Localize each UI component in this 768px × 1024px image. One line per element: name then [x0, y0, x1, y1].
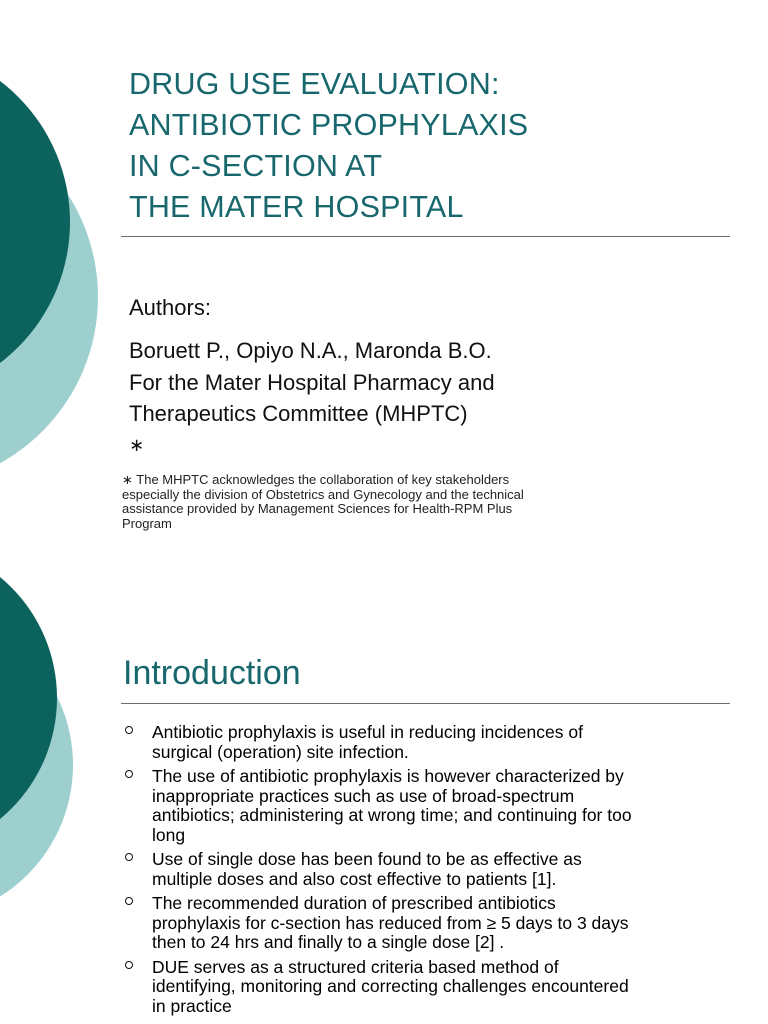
bullet-line: The use of antibiotic prophylaxis is however characterized by — [152, 766, 624, 786]
hollow-circle-bullet-icon — [125, 726, 133, 734]
hollow-circle-bullet-icon — [125, 770, 133, 778]
footnote-line: especially the division of Obstetrics and Gynecology and the technical — [122, 486, 524, 502]
acknowledgement-footnote — [122, 473, 682, 531]
author-line: Boruett P., Opiyo N.A., Maronda B.O. — [129, 338, 492, 363]
bullet-item — [122, 767, 722, 845]
bullet-item — [122, 723, 722, 762]
footnote-line: Program — [122, 515, 172, 531]
authors-list — [129, 335, 495, 461]
footnote-asterisk: ∗ — [129, 434, 145, 455]
authors-heading: Authors: — [129, 295, 211, 320]
bullet-line: antibiotics; administering at wrong time; and continuing for too — [152, 805, 632, 825]
bullet-line: Use of single dose has been found to be as effective as — [152, 849, 582, 869]
bullet-line: The recommended duration of prescribed antibiotics — [152, 893, 556, 913]
title-line: DRUG USE EVALUATION: — [129, 67, 500, 101]
bullet-line: in practice — [152, 995, 232, 1016]
decorative-circles — [0, 576, 120, 1024]
bullet-line: identifying, monitoring and correcting challenges encountered — [152, 976, 629, 996]
bullet-line: then to 24 hrs and finally to a single dose [2] . — [152, 932, 505, 952]
slide-title — [129, 64, 528, 228]
title-divider — [121, 236, 730, 237]
bullet-line: Antibiotic prophylaxis is useful in reducing incidences of — [152, 722, 583, 742]
bullet-item — [122, 850, 722, 889]
hollow-circle-bullet-icon — [125, 897, 133, 905]
footnote-line: ∗ The MHPTC acknowledges the collaboration of key stakeholders — [122, 472, 510, 487]
bullet-item — [122, 894, 722, 953]
author-line — [129, 398, 495, 461]
committee-name: Therapeutics Committee (MHPTC) — [129, 401, 468, 426]
hollow-circle-bullet-icon — [125, 961, 133, 969]
bullet-line: multiple doses and also cost effective to patients [1]. — [152, 868, 557, 889]
introduction-divider — [121, 703, 730, 704]
introduction-bullets — [122, 723, 722, 1021]
introduction-slide — [0, 576, 768, 1024]
bullet-line: inappropriate practices such as use of broad-spectrum — [152, 785, 575, 806]
bullet-line: surgical (operation) site infection. — [152, 741, 409, 762]
hollow-circle-bullet-icon — [125, 853, 133, 861]
introduction-heading: Introduction — [123, 654, 301, 692]
bullet-item — [122, 958, 722, 1017]
bullet-line: long — [152, 824, 186, 845]
title-line: IN C-SECTION AT — [129, 149, 383, 183]
footnote-line: assistance provided by Management Sciences for Health-RPM Plus — [122, 501, 513, 516]
decorative-circles — [0, 0, 120, 576]
title-line: THE MATER HOSPITAL — [129, 190, 464, 224]
bullet-line: prophylaxis for c-section has reduced from ≥ 5 days to 3 days — [152, 912, 629, 933]
title-line: ANTIBIOTIC PROPHYLAXIS — [129, 108, 529, 142]
author-line: For the Mater Hospital Pharmacy and — [129, 369, 495, 395]
bullet-line: DUE serves as a structured criteria based method of — [152, 956, 559, 977]
